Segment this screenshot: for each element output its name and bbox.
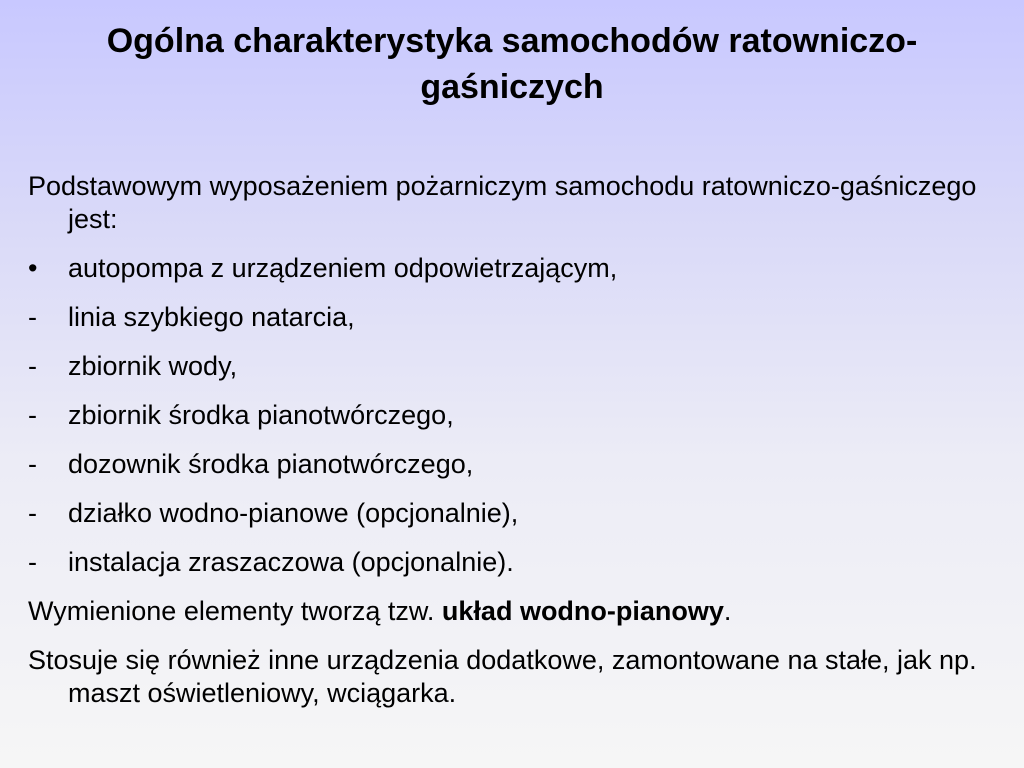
list-item-text: linia szybkiego natarcia,: [68, 302, 355, 332]
slide-title: Ogólna charakterystyka samochodów ratowniczo-gaśniczych: [106, 22, 918, 106]
list-item-text: zbiornik wody,: [68, 351, 238, 381]
list-item: [28, 399, 996, 432]
summary-paragraph: [28, 595, 996, 628]
dash-marker: -: [28, 498, 37, 528]
summary-suffix: .: [723, 596, 732, 626]
list-item: [28, 546, 996, 579]
dash-marker: -: [28, 400, 37, 430]
list-item: [28, 252, 996, 285]
intro-paragraph: Podstawowym wyposażeniem pożarniczym samochodu ratowniczo-gaśniczego jest:: [28, 171, 977, 234]
bullet-marker: •: [28, 253, 38, 283]
list-item-text: działko wodno-pianowe (opcjonalnie),: [68, 498, 519, 528]
list-item-text: autopompa z urządzeniem odpowietrzającym,: [68, 253, 618, 283]
slide-body: [28, 170, 996, 726]
list-item: [28, 448, 996, 481]
dash-marker: -: [28, 449, 37, 479]
list-item: [28, 301, 996, 334]
list-item-text: instalacja zraszaczowa (opcjonalnie).: [68, 547, 514, 577]
list-item: [28, 350, 996, 383]
dash-marker: -: [28, 351, 37, 381]
closing-paragraph: Stosuje się również inne urządzenia dodatkowe, zamontowane na stałe, jak np. maszt oświetleniowy, wciągarka.: [28, 645, 977, 708]
list-item: [28, 497, 996, 530]
summary-bold-term: układ wodno-pianowy: [441, 596, 724, 626]
summary-prefix: Wymienione elementy tworzą tzw.: [28, 596, 442, 626]
equipment-list: [28, 252, 996, 579]
dash-marker: -: [28, 547, 37, 577]
dash-marker: -: [28, 302, 37, 332]
list-item-text: dozownik środka pianotwórczego,: [68, 449, 474, 479]
list-item-text: zbiornik środka pianotwórczego,: [68, 400, 454, 430]
